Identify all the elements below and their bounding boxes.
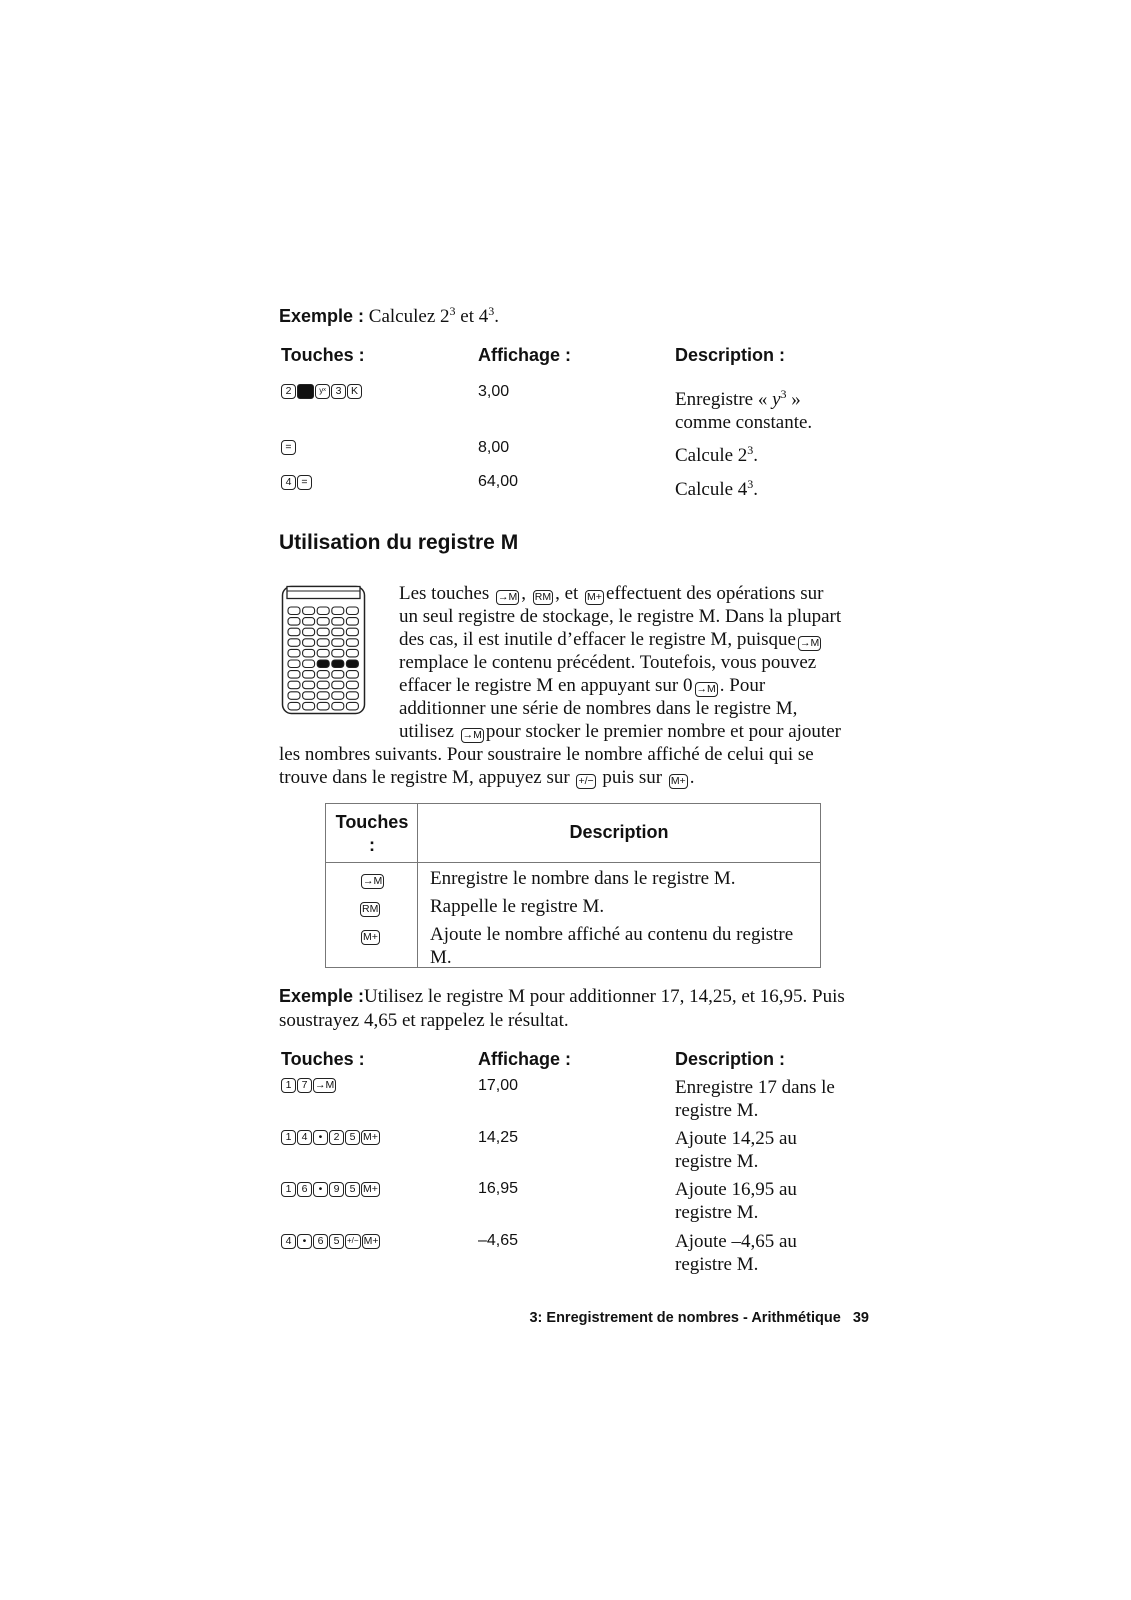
key-1: 1 xyxy=(281,1182,296,1197)
table-row xyxy=(361,927,380,945)
calculator-key xyxy=(346,681,358,689)
sign-change-key: +/− xyxy=(578,775,594,787)
paragraph-line-1 xyxy=(399,582,823,605)
calculator-key xyxy=(346,607,358,615)
calculator-key xyxy=(332,639,344,647)
paragraph-line-4: remplace le contenu précédent. Toutefois, vous pouvez xyxy=(399,652,817,673)
key-sequence xyxy=(281,1075,336,1095)
table-row xyxy=(361,871,384,889)
exponent: 3 xyxy=(747,477,754,491)
key-1: 1 xyxy=(281,1130,296,1145)
paragraph-line-9 xyxy=(279,766,694,789)
display-value: 3,00 xyxy=(478,383,510,400)
calculator-key xyxy=(332,681,344,689)
desc-text: registre M. xyxy=(675,1202,759,1223)
memory-add-key: M+ xyxy=(363,931,378,943)
desc-var: y xyxy=(772,389,781,410)
exponent: 3 xyxy=(780,387,787,401)
display-value: 14,25 xyxy=(478,1129,519,1146)
calculator-key xyxy=(317,618,329,626)
display-value: –4,65 xyxy=(478,1232,519,1249)
text: , et xyxy=(555,583,584,604)
store-key: →M xyxy=(462,729,482,741)
example-1-line xyxy=(279,306,499,328)
key-6: 6 xyxy=(313,1234,328,1249)
exponent: 3 xyxy=(747,443,754,457)
example-2-line-2: soustrayez 4,65 et rappelez le résultat. xyxy=(279,1010,569,1031)
key-decimal: • xyxy=(297,1234,312,1249)
paragraph-line-3 xyxy=(399,628,823,651)
exponent: 3 xyxy=(449,304,456,318)
table-divider xyxy=(326,862,820,863)
calculator-key xyxy=(317,639,329,647)
table2-header-keys: Touches : xyxy=(335,812,409,855)
footer-chapter: 3: Enregistrement de nombres - Arithmétique xyxy=(529,1310,841,1326)
desc-text: Calcule 4 xyxy=(675,479,748,500)
table1-header-keys: Touches : xyxy=(281,345,365,365)
key-4: 4 xyxy=(281,475,296,490)
text: trouve dans le registre M, appuyez sur xyxy=(279,767,575,788)
memory-add-key: M+ xyxy=(363,1182,378,1195)
paragraph-line-6: additionner une série de nombres dans le registre M, xyxy=(399,698,798,719)
table3-header-display: Affichage : xyxy=(478,1049,572,1069)
row-description xyxy=(675,444,758,467)
row-description xyxy=(675,1178,797,1224)
key-sequence xyxy=(281,472,312,492)
key-decimal: • xyxy=(313,1182,328,1197)
store-key: →M xyxy=(497,591,518,603)
calculator-key xyxy=(288,671,300,679)
text: . Pour xyxy=(719,675,766,696)
store-key: →M xyxy=(363,875,383,887)
memory-keys-table xyxy=(325,803,821,968)
desc-text: registre M. xyxy=(675,1254,759,1275)
calculator-key xyxy=(288,649,300,657)
calculator-key xyxy=(303,692,315,700)
store-key: →M xyxy=(315,1078,335,1091)
calculator-key xyxy=(346,639,358,647)
paragraph-line-7 xyxy=(399,720,841,743)
key-4: 4 xyxy=(281,1234,296,1249)
calculator-key xyxy=(288,628,300,636)
example-label: Exemple : xyxy=(279,986,365,1006)
calculator-key xyxy=(317,628,329,636)
calculator-icon xyxy=(281,585,366,715)
page-number: 39 xyxy=(852,1310,869,1326)
text: puis sur xyxy=(597,767,667,788)
calculator-key xyxy=(332,618,344,626)
row-description xyxy=(675,478,758,501)
text: Utilisez le registre M pour additionner 17, 14,25, et 16,95. Puis xyxy=(364,986,845,1007)
calculator-key xyxy=(288,607,300,615)
calculator-key xyxy=(332,702,344,710)
desc-text: comme constante. xyxy=(675,412,813,433)
calculator-key xyxy=(317,671,329,679)
display-value: 16,95 xyxy=(478,1180,519,1197)
calculator-key xyxy=(346,628,358,636)
desc-text: Ajoute –4,65 au xyxy=(675,1231,797,1252)
calculator-key xyxy=(346,618,358,626)
calculator-key xyxy=(303,618,315,626)
calculator-key xyxy=(303,607,315,615)
desc-text: registre M. xyxy=(675,1151,759,1172)
display-value: 17,00 xyxy=(478,1077,519,1094)
calculator-key xyxy=(317,702,329,710)
example-label: Exemple : xyxy=(279,306,365,326)
text: pour stocker le premier nombre et pour ajouter xyxy=(485,721,841,742)
text: effacer le registre M en appuyant sur 0 xyxy=(399,675,693,696)
calculator-key xyxy=(332,692,344,700)
calculator-key xyxy=(332,628,344,636)
recall-key: RM xyxy=(362,903,379,915)
store-key: →M xyxy=(696,683,716,695)
calculator-key xyxy=(303,660,315,668)
row-description xyxy=(430,923,793,969)
table2-header-description: Description xyxy=(569,822,669,842)
calculator-key xyxy=(288,639,300,647)
calculator-key xyxy=(317,692,329,700)
page-footer xyxy=(529,1310,869,1326)
calculator-key xyxy=(288,618,300,626)
exponent: 3 xyxy=(488,304,495,318)
calculator-key xyxy=(332,671,344,679)
recall-key: RM xyxy=(534,591,552,603)
desc-text: Calcule 2 xyxy=(675,445,748,466)
key-9: 9 xyxy=(329,1182,344,1197)
row-description xyxy=(675,1230,797,1276)
section-title: Utilisation du registre M xyxy=(279,531,519,554)
calculator-key xyxy=(303,649,315,657)
key-3: 3 xyxy=(331,384,346,399)
table1-header-description: Description : xyxy=(675,345,786,365)
calculator-key xyxy=(332,607,344,615)
key-2: 2 xyxy=(281,384,296,399)
key-sequence xyxy=(281,1231,380,1251)
example-2-line-1 xyxy=(279,985,845,1008)
display-value: 8,00 xyxy=(478,439,510,456)
paragraph-line-2: un seul registre de stockage, le registre M. Dans la plupart xyxy=(399,606,842,627)
sign-change-key: +/− xyxy=(345,1234,361,1249)
desc-text: registre M. xyxy=(675,1100,759,1121)
calculator-key xyxy=(346,702,358,710)
calculator-key xyxy=(317,681,329,689)
calculator-key xyxy=(303,628,315,636)
paragraph-line-8: les nombres suivants. Pour soustraire le nombre affiché de celui qui se xyxy=(279,744,814,765)
calculator-key xyxy=(317,607,329,615)
key-7: 7 xyxy=(297,1078,312,1093)
calculator-key xyxy=(346,671,358,679)
calculator-key xyxy=(303,681,315,689)
memory-add-key: M+ xyxy=(363,1130,378,1143)
calculator-key xyxy=(346,649,358,657)
desc-text: Ajoute 16,95 au xyxy=(675,1179,797,1200)
shift-key xyxy=(297,384,314,399)
calculator-key xyxy=(303,671,315,679)
calculator-key xyxy=(288,660,300,668)
example-text: Calculez 2 xyxy=(368,306,450,327)
desc-text: . xyxy=(753,479,759,500)
memory-add-key: M+ xyxy=(363,1234,379,1247)
key-power: yˣ xyxy=(315,384,330,399)
example-text-mid: et 4 xyxy=(455,306,489,327)
key-5: 5 xyxy=(345,1182,360,1197)
desc-text: Ajoute 14,25 au xyxy=(675,1128,797,1149)
key-sequence xyxy=(281,437,296,457)
calculator-key xyxy=(288,692,300,700)
calculator-key xyxy=(288,681,300,689)
calculator-key xyxy=(332,660,344,668)
key-5: 5 xyxy=(345,1130,360,1145)
desc-text: Ajoute le nombre affiché au contenu du registre xyxy=(430,924,794,945)
calculator-key xyxy=(303,702,315,710)
calculator-key xyxy=(332,649,344,657)
desc-text: » xyxy=(786,389,801,410)
calculator-key xyxy=(288,702,300,710)
text: effectuent des opérations sur xyxy=(605,583,824,604)
calculator-key xyxy=(346,660,358,668)
key-4: 4 xyxy=(297,1130,312,1145)
text: des cas, il est inutile d’effacer le registre M, puisque xyxy=(399,629,796,650)
row-description xyxy=(675,388,812,434)
calculator-key xyxy=(317,660,329,668)
key-1: 1 xyxy=(281,1078,296,1093)
text: utilisez xyxy=(399,721,459,742)
key-2: 2 xyxy=(329,1130,344,1145)
text: Les touches xyxy=(399,583,494,604)
text: , xyxy=(521,583,531,604)
table3-header-keys: Touches : xyxy=(281,1049,365,1069)
key-equals: = xyxy=(297,475,312,490)
text: . xyxy=(689,767,695,788)
store-key: →M xyxy=(799,637,820,649)
key-decimal: • xyxy=(313,1130,328,1145)
row-description: Enregistre le nombre dans le registre M. xyxy=(430,868,736,889)
key-k: K xyxy=(347,384,362,399)
table1-header-display: Affichage : xyxy=(478,345,572,365)
key-equals: = xyxy=(281,440,296,455)
table-row xyxy=(360,899,380,917)
desc-text: M. xyxy=(430,947,452,968)
key-sequence xyxy=(281,381,362,401)
calculator-key xyxy=(346,692,358,700)
desc-text: Enregistre 17 dans le xyxy=(675,1077,835,1098)
row-description xyxy=(675,1127,797,1173)
example-text-end: . xyxy=(494,306,499,327)
row-description xyxy=(675,1076,835,1122)
calculator-key xyxy=(303,639,315,647)
memory-add-key: M+ xyxy=(670,775,686,787)
key-sequence xyxy=(281,1127,380,1147)
desc-text: Enregistre « xyxy=(675,389,773,410)
row-description: Rappelle le registre M. xyxy=(430,896,605,917)
desc-text: . xyxy=(753,445,759,466)
table3-header-description: Description : xyxy=(675,1049,786,1069)
paragraph-line-5 xyxy=(399,674,765,697)
display-value: 64,00 xyxy=(478,473,519,490)
memory-add-key: M+ xyxy=(587,591,602,603)
calculator-key xyxy=(317,649,329,657)
key-6: 6 xyxy=(297,1182,312,1197)
key-5: 5 xyxy=(329,1234,344,1249)
key-sequence xyxy=(281,1179,380,1199)
